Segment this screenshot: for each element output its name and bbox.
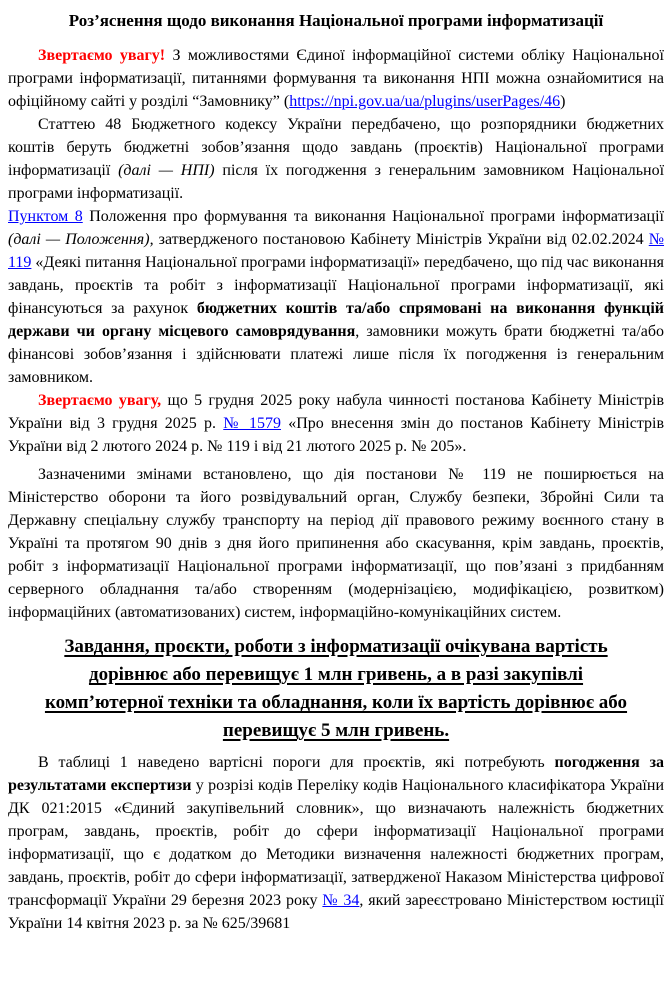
body-text: що 5 грудня 2025 року набула чинності постанова Кабінету Міністрів України від 3 грудня 2025 р.: [8, 392, 664, 432]
body-text: В таблиці 1 наведено вартісні пороги для проєктів, які потребують: [38, 754, 555, 771]
hyperlink[interactable]: № 119: [8, 231, 665, 271]
threshold-heading: Завдання, проєкти, роботи з інформатизації очікувана вартість дорівнює або перевищує 1 млн гривень, а в разі закупівлі комп’ютерної техніки та обладнання, коли їх вартість дорівнює або перевищує 5 млн гривень.: [44, 636, 628, 741]
body-text: «Деякі питання Національної програми інформатизації» передбачено, що під час виконання завдань, проєктів та робіт з інформатизації Національної програми інформатизації, які фінансуються за рахунок: [8, 254, 664, 317]
body-text: Статтею 48 Бюджетного кодексу України передбачено, що розпорядники бюджетних коштів беруть бюджетні зобов’язання щодо завдань (проєктів) Національної програми інформатизації: [8, 116, 664, 179]
hyperlink[interactable]: № 34: [322, 892, 360, 909]
body-text: Зазначеними змінами встановлено, що дія постанови № 119 не поширюється на Міністерство оборони та його розвідувальний орган, Службу безпеки, Збройні Сили та Державну спеціальну службу транспорту на період дії правового режиму воєнного стану в Україні та протягом 90 днів з дня його припинення або скасування, крім завдань, проєктів, робіт з інформатизації Національної програми інформатизації, що пов’язані з придбанням серверного обладнання та/або створенням (модернізацією, модифікацією, розвитком) інформаційних (автоматизованих) систем, інформаційно-комунікаційних систем.: [8, 466, 664, 621]
paragraph-changes-scope: [8, 463, 664, 624]
paragraph-attention-1: [8, 44, 664, 113]
paragraph-table-1: [8, 751, 664, 935]
alert-text: Звертаємо увагу,: [38, 392, 162, 409]
paragraph-item-8: [8, 205, 664, 389]
hyperlink[interactable]: № 1579: [223, 415, 281, 432]
bold-text: погодження за результатами експертизи: [8, 754, 665, 794]
alert-text: Звертаємо увагу!: [38, 47, 166, 64]
italic-text: (далі — НПІ): [118, 162, 215, 179]
document-title: Роз’яснення щодо виконання Національної програми інформатизації: [68, 11, 604, 30]
paragraph-attention-2: [8, 389, 664, 458]
body-text: «Про внесення змін до постанов Кабінету Міністрів України від 2 лютого 2024 р. № 119 і від 21 лютого 2025 р. № 205».: [8, 415, 665, 455]
hyperlink[interactable]: https://npi.gov.ua/ua/plugins/userPages/46: [289, 93, 561, 110]
body-text: Положення про формування та виконання Національної програми інформатизації: [82, 208, 664, 225]
body-text: З можливостями Єдиної інформаційної системи обліку Національної програми інформатизації, питаннями формування та виконання НПІ можна ознайомитися на офіційному сайті у розділі “Замовнику” (: [8, 47, 664, 110]
bold-text: бюджетних коштів та/або спрямовані на виконання функцій держави чи органу місцевого самоврядування: [8, 300, 664, 340]
body-text: ): [560, 93, 566, 110]
body-text: після їх погодження з генеральним замовником Національної програми інформатизації.: [8, 162, 665, 202]
hyperlink[interactable]: Пунктом 8: [8, 208, 83, 225]
body-text: , який зареєстровано Міністерством юстиції України 14 квітня 2023 р. за № 625/39681: [8, 892, 665, 932]
paragraph-article-48: [8, 113, 664, 205]
body-text: , замовники можуть брати бюджетні та/або фінансові зобов’язання і здійснювати платежі лише після їх погодження із генеральним замовником.: [8, 323, 665, 386]
body-text: затвердженого постановою Кабінету Міністрів України від 02.02.2024: [153, 231, 649, 248]
italic-text: (далі — Положення),: [8, 231, 154, 248]
body-text: у розрізі кодів Переліку кодів Національного класифікатора України ДК 021:2015 «Єдиний закупівельний словник», що визначають належність бюджетних програм, завдань, проєктів, робіт до сфери інформатизації Національної програми інформатизації, що є додатком до Методики визначення належності бюджетних програм, завдань, проєктів, робіт до сфери інформатизації, затвердженої Наказом Міністерства цифрової трансформації України 29 березня 2023 року: [8, 777, 665, 909]
